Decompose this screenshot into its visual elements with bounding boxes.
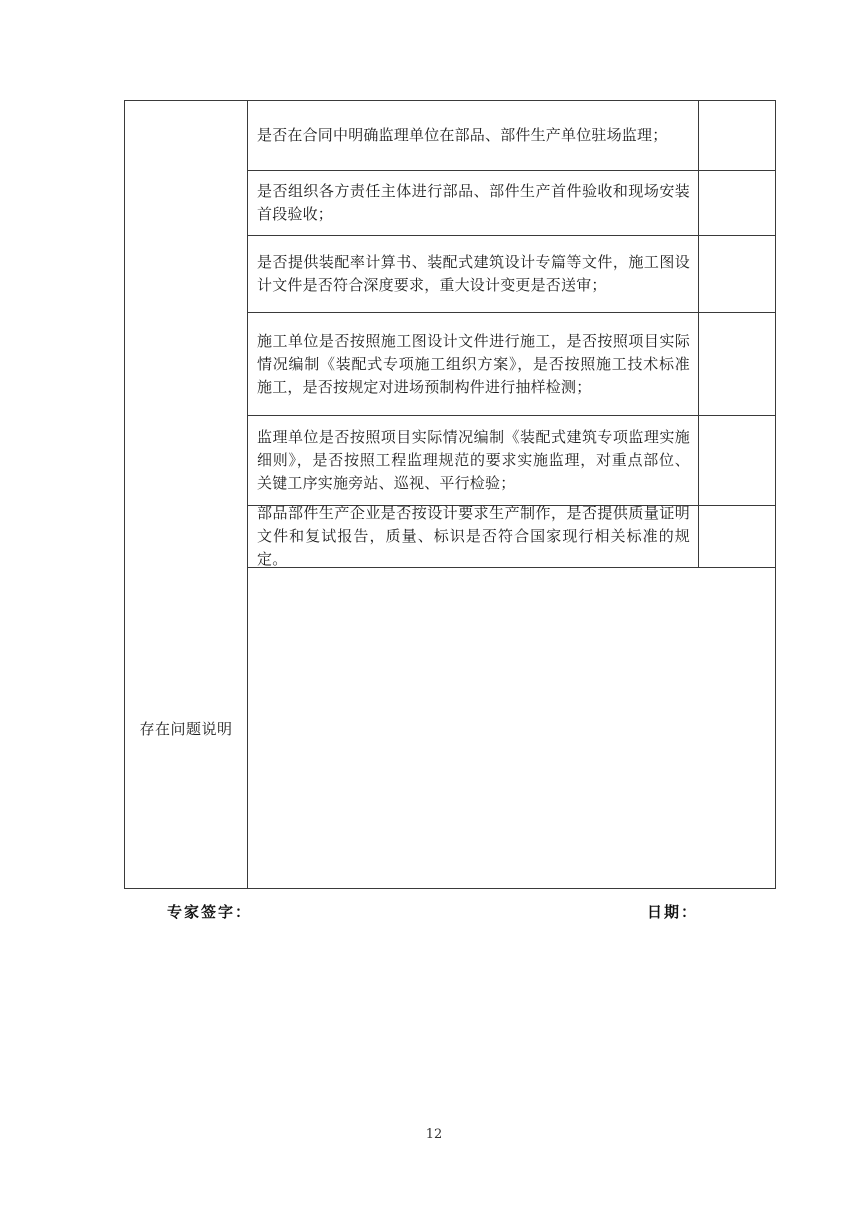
question-text: 施工单位是否按照施工图设计文件进行施工，是否按照项目实际情况编制《装配式专项施工组织方案》，是否按照施工技术标准施工，是否按规定对进场预制构件进行抽样检测；: [257, 331, 690, 396]
question-cell: [248, 416, 699, 505]
table-row: [248, 171, 775, 236]
page-number: 12: [425, 1127, 443, 1142]
question-cell: [248, 236, 699, 312]
answer-cell: [699, 416, 775, 505]
problem-content-cell: [248, 568, 775, 888]
problem-section: [125, 568, 775, 888]
category-column-empty-cell: [125, 101, 248, 568]
question-cell: [248, 171, 699, 235]
table-row: [248, 101, 775, 171]
table-row: [248, 236, 775, 313]
checklist-rows: [248, 101, 775, 568]
answer-cell: [699, 101, 775, 170]
expert-signature-label: 专家签字：: [167, 903, 253, 921]
table-row: [248, 506, 775, 568]
answer-cell: [699, 313, 775, 415]
inspection-checklist-table: [124, 100, 776, 889]
question-text: 是否提供装配率计算书、装配式建筑设计专篇等文件，施工图设计文件是否符合深度要求，重大设计变更是否送审；: [257, 253, 690, 294]
answer-cell: [699, 171, 775, 235]
date-label: 日期：: [647, 903, 699, 921]
question-text: 部品部件生产企业是否按设计要求生产制作，是否提供质量证明文件和复试报告，质量、标识是否符合国家现行相关标准的规定。: [257, 504, 690, 568]
checklist-section: [125, 101, 775, 568]
question-cell: [248, 101, 699, 170]
question-cell: [248, 506, 699, 567]
table-row: [248, 416, 775, 506]
question-text: 是否组织各方责任主体进行部品、部件生产首件验收和现场安装首段验收；: [257, 182, 690, 223]
question-cell: [248, 313, 699, 415]
question-text: 监理单位是否按照项目实际情况编制《装配式建筑专项监理实施细则》，是否按照工程监理规范的要求实施监理，对重点部位、关键工序实施旁站、巡视、平行检验；: [257, 428, 690, 492]
problem-label-cell: [125, 568, 248, 888]
question-text: 是否在合同中明确监理单位在部品、部件生产单位驻场监理；: [257, 126, 668, 144]
answer-cell: [699, 236, 775, 312]
problem-section-label: 存在问题说明: [139, 719, 233, 738]
table-row: [248, 313, 775, 416]
answer-cell: [699, 506, 775, 567]
